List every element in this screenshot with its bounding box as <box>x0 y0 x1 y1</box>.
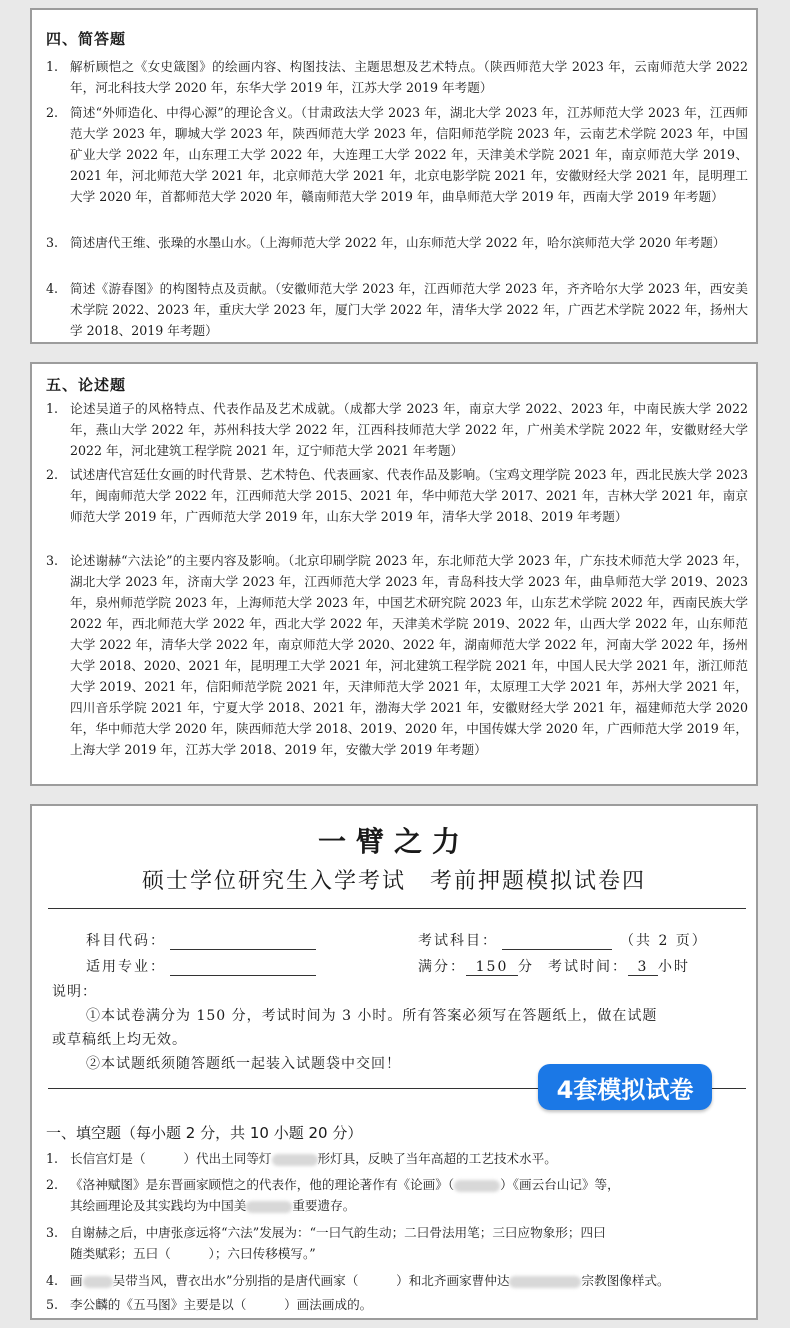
question-number: 5. <box>46 1297 59 1312</box>
fill-text: ）《画云台山记》等， <box>500 1177 620 1192</box>
note-one-line1: ①本试卷满分为 150 分，考试时间为 3 小时。所有答案必须写在答题纸上，做在试题 <box>86 1008 658 1024</box>
exam-paper-panel <box>30 804 758 1320</box>
question-number: 2. <box>46 1177 59 1192</box>
question-item <box>44 232 748 253</box>
question-text: 简述唐代王维、张璪的水墨山水。（上海师范大学 2022 年，山东师范大学 2022 年，哈尔滨师范大学 2020 年考题） <box>70 235 726 250</box>
brand-title: 一臂之力 <box>317 825 470 858</box>
question-text: 论述谢赫“六法论”的主要内容及影响。（北京印刷学院 2023 年，东北师范大学 2023 年，广东技术师范大学 2023 年，湖北大学 2023 年，济南大学 2023 年，江西师范大学 2023 年，青岛科技大学 2023 年，曲阜师范大学 2019、2023 年，泉州师范学院 2023 年，上海师范大学 2023 年，中国艺术研究院 2023 年，山东艺术学院 2022 年，西南民族大学 2022 年，西北师范大学 2022 年，西北大学 2022 年，天津美术学院 2019、2022 年，山西大学 2022 年，山东师范大学 2022 年，清华大学 2022 年，南京师范大学 2020、2022 年，湖南师范大学 2022 年，河南大学 2022 年，扬州大学 2018、2020、2021 年，昆明理工大学 2021 年，河北建筑工程学院 2021 年，中国人民大学 2021 年，浙江师范大学 2019、2021 年，信阳师范学院 2021 年，天津师范大学 2021 年，太原理工大学 2021 年，苏州大学 2021 年，四川音乐学院 2021 年，宁夏大学 2018、2021 年，渤海大学 2021 年，安徽财经大学 2021 年，福建师范大学 2020 年，华中师范大学 2020 年，陕西师范大学 2018、2019、2020 年，中国传媒大学 2020 年，广西师范大学 2019 年，上海大学 2019 年，江苏大学 2018、2019 年，安徽大学 2019 年考题） <box>70 553 748 757</box>
fill-question <box>44 1294 748 1315</box>
question-item <box>44 464 748 527</box>
subject-code-label: 科目代码： <box>86 933 166 949</box>
major-field <box>86 956 316 976</box>
fill-text: 重要遗存。 <box>292 1198 356 1213</box>
score-unit: 分 <box>518 959 534 975</box>
question-number: 3. <box>46 553 59 568</box>
major-label: 适用专业： <box>86 959 166 975</box>
fill-text: 画 <box>70 1273 83 1288</box>
question-text: 论述吴道子的风格特点、代表作品及艺术成就。（成都大学 2023 年，南京大学 2022、2023 年，中南民族大学 2022 年，燕山大学 2022 年，苏州科技大学 2022 年，江西科技师范大学 2022 年，广州美术学院 2022 年，安徽财经大学 2022 年，河北建筑工程学院 2021 年，辽宁师范大学 2021 年考题） <box>70 401 748 458</box>
blurred-text <box>83 1276 113 1288</box>
fill-text: 宗教图像样式。 <box>581 1273 670 1288</box>
question-text: 解析顾恺之《女史箴图》的绘画内容、构图技法、主题思想及艺术特点。（陕西师范大学 2023 年，云南师范大学 2022 年，河北科技大学 2020 年，东华大学 2019 年，江苏大学 2019 年考题） <box>70 59 748 95</box>
fill-question <box>44 1174 748 1216</box>
header-divider <box>48 908 746 909</box>
question-number: 3. <box>46 1225 59 1240</box>
short-answer-panel <box>30 8 758 344</box>
notes-label: 说明： <box>52 984 97 1000</box>
subject-field <box>418 930 708 950</box>
essay-panel <box>30 362 758 786</box>
time-value: 3 <box>628 959 658 976</box>
score-time-field <box>418 956 690 976</box>
question-item <box>44 56 748 98</box>
question-item <box>44 278 748 341</box>
fill-question <box>44 1148 748 1169</box>
subject-code-blank <box>170 931 316 950</box>
question-text: 简述“外师造化、中得心源”的理论含义。（甘肃政法大学 2023 年，湖北大学 2023 年，江苏师范大学 2023 年，江西师范大学 2023 年，聊城大学 2023 年，陕西师范大学 2023 年，信阳师范学院 2023 年，云南艺术学院 2023 年，中国矿业大学 2022 年，山东理工大学 2022 年，大连理工大学 2022 年，天津美术学院 2021 年，南京师范大学 2019、2021 年，河北师范大学 2021 年，北京师范大学 2021 年，北京电影学院 2021 年，安徽财经大学 2021 年，昆明理工大学 2020 年，首都师范大学 2020 年，赣南师范大学 2019 年，曲阜师范大学 2019 年，西南大学 2019 年考题） <box>70 105 748 204</box>
paper-title: 硕士学位研究生入学考试 考前押题模拟试卷四 <box>141 869 646 894</box>
major-blank <box>170 957 316 976</box>
question-number: 1. <box>46 1151 59 1166</box>
section-four-title: 四、简答题 <box>46 30 127 48</box>
fill-text: 李公麟的《五马图》主要是以（ ）画法画成的。 <box>70 1297 373 1312</box>
fill-text: 《洛神赋图》是东晋画家顾恺之的代表作，他的理论著作有《论画》（ <box>70 1177 455 1192</box>
blurred-text <box>246 1201 292 1213</box>
mock-papers-badge: 4套模拟试卷 <box>538 1064 712 1110</box>
blurred-text <box>454 1180 500 1192</box>
fill-text: 吴带当风，曹衣出水”分别指的是唐代画家（ ）和北齐画家曹仲达 <box>112 1273 510 1288</box>
question-item <box>44 550 748 760</box>
blurred-text <box>272 1154 318 1166</box>
fill-text: 自谢赫之后，中唐张彦远将“六法”发展为：“一曰气韵生动；二曰骨法用笔；三曰应物象形；四曰 <box>70 1225 606 1240</box>
question-text: 简述《游春图》的构图特点及贡献。（安徽师范大学 2023 年，江西师范大学 2023 年，齐齐哈尔大学 2023 年，西安美术学院 2022、2023 年，重庆大学 2023 年，厦门大学 2022 年，清华大学 2022 年，广西艺术学院 2022 年，扬州大学 2018、2019 年考题） <box>70 281 748 338</box>
fill-text: 随类赋彩；五曰（ ）；六曰传移模写。” <box>70 1246 316 1261</box>
subject-label: 考试科目： <box>418 933 498 949</box>
fill-blank-title: 一、填空题（每小题 2 分，共 10 小题 20 分） <box>46 1124 363 1142</box>
subject-code-field <box>86 930 316 950</box>
fill-question <box>44 1222 748 1264</box>
subject-blank <box>502 931 612 950</box>
score-value: 150 <box>466 959 518 976</box>
time-unit: 小时 <box>658 959 690 975</box>
pages-note: （共 2 页） <box>620 933 708 949</box>
note-two: ②本试题纸须随答题纸一起装入试题袋中交回！ <box>86 1056 401 1072</box>
fill-question <box>44 1270 748 1291</box>
question-number: 1. <box>46 401 59 416</box>
note-one-line2: 或草稿纸上均无效。 <box>52 1032 187 1048</box>
score-label: 满分： <box>418 959 466 975</box>
blurred-text <box>509 1276 581 1288</box>
question-number: 4. <box>46 281 59 296</box>
fill-text: 长信宫灯是（ ）代出土同等灯 <box>70 1151 272 1166</box>
fill-text: 其绘画理论及其实践均为中国美 <box>70 1198 247 1213</box>
question-number: 1. <box>46 59 59 74</box>
question-item <box>44 102 748 207</box>
question-number: 3. <box>46 235 59 250</box>
fill-text: 形灯具，反映了当年高超的工艺技术水平。 <box>317 1151 557 1166</box>
time-label: 考试时间： <box>548 959 628 975</box>
question-text: 试述唐代宫廷仕女画的时代背景、艺术特色、代表画家、代表作品及影响。（宝鸡文理学院 2023 年，西北民族大学 2023 年，闽南师范大学 2022 年，江西师范大学 2015、2021 年，华中师范大学 2017、2021 年，吉林大学 2021 年，南京师范大学 2019 年，广西师范大学 2019 年，山东大学 2019 年，清华大学 2018、2019 年考题） <box>70 467 748 524</box>
question-number: 2. <box>46 105 59 120</box>
question-number: 4. <box>46 1273 59 1288</box>
question-item <box>44 398 748 461</box>
question-number: 2. <box>46 467 59 482</box>
section-five-title: 五、论述题 <box>46 376 127 394</box>
